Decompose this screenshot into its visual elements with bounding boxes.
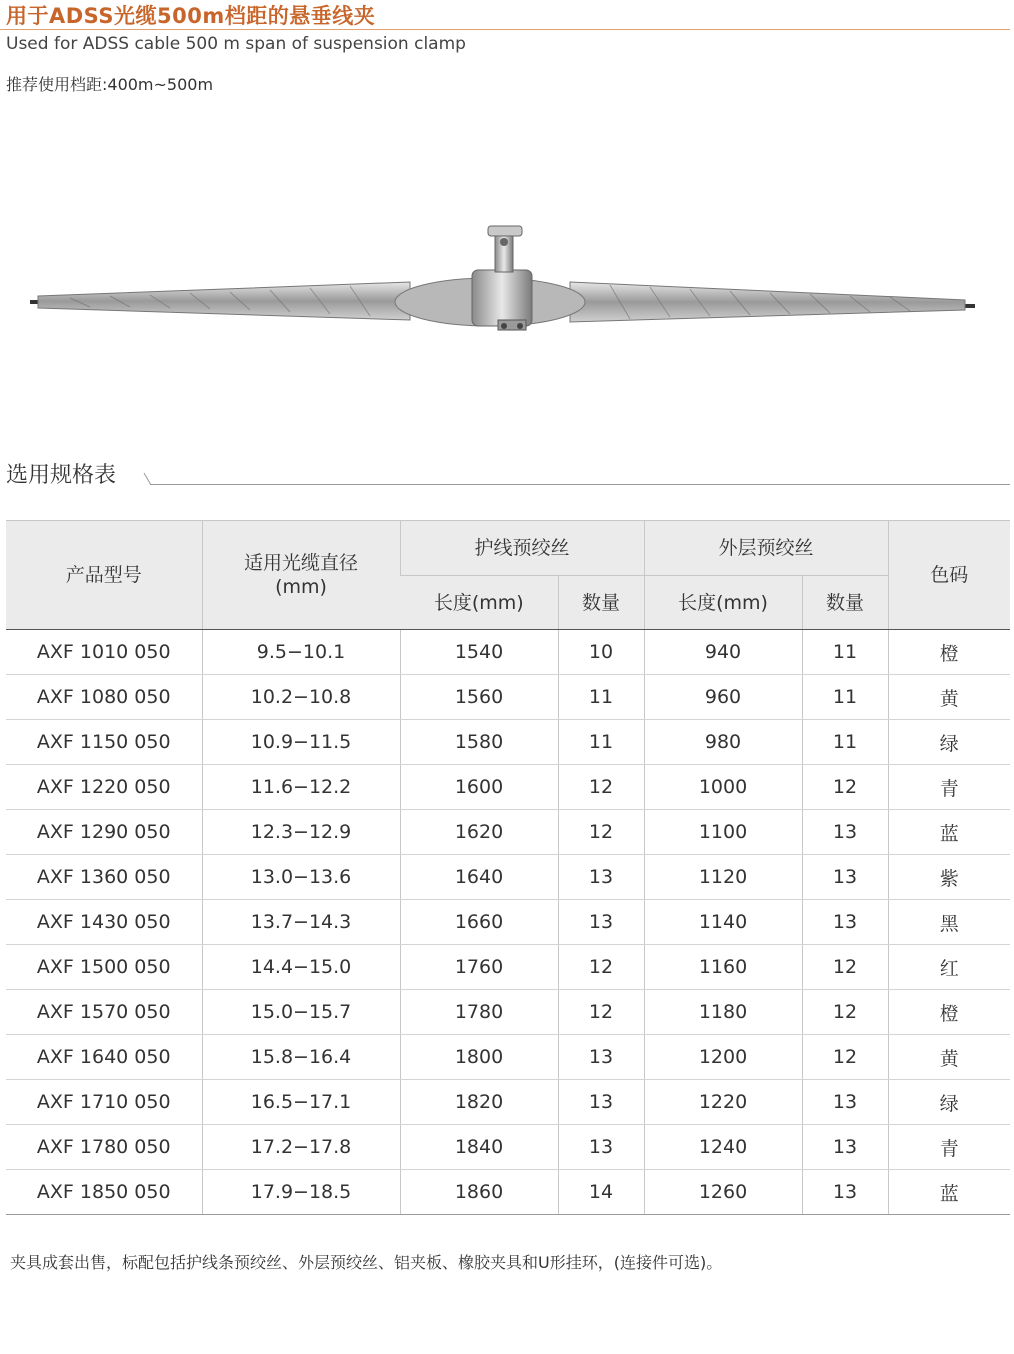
table-row: [6, 630, 1010, 675]
cell-color-code: 蓝: [888, 810, 1010, 855]
cell-outer-length: 1100: [644, 810, 802, 855]
cell-inner-count: 13: [558, 855, 644, 900]
cell-inner-length: 1820: [400, 1080, 558, 1125]
footnote: 夹具成套出售，标配包括护线条预绞丝、外层预绞丝、铝夹板、橡胶夹具和U形挂环，(连接件可选)。: [10, 1253, 723, 1272]
cell-inner-count: 11: [558, 675, 644, 720]
cell-outer-length: 980: [644, 720, 802, 765]
table-row: [6, 1125, 1010, 1170]
cell-diameter: 14.4−15.0: [202, 945, 400, 990]
table-row: [6, 945, 1010, 990]
cell-inner-count: 13: [558, 1125, 644, 1170]
cell-outer-length: 1160: [644, 945, 802, 990]
cell-color-code: 绿: [888, 720, 1010, 765]
cell-model: AXF 1150 050: [6, 720, 202, 765]
table-row: [6, 810, 1010, 855]
cell-diameter: 13.0−13.6: [202, 855, 400, 900]
cell-inner-length: 1620: [400, 810, 558, 855]
cell-inner-count: 13: [558, 1080, 644, 1125]
table-row: [6, 675, 1010, 720]
cell-color-code: 黑: [888, 900, 1010, 945]
header-outer-rod: 外层预绞丝: [644, 521, 888, 576]
cell-diameter: 17.2−17.8: [202, 1125, 400, 1170]
cell-inner-length: 1840: [400, 1125, 558, 1170]
cell-color-code: 紫: [888, 855, 1010, 900]
cell-inner-length: 1640: [400, 855, 558, 900]
cell-color-code: 黄: [888, 675, 1010, 720]
cell-outer-length: 1180: [644, 990, 802, 1035]
page-subtitle-en: Used for ADSS cable 500 m span of suspension clamp: [6, 34, 466, 54]
suspension-clamp-image: [30, 220, 980, 340]
cell-inner-count: 14: [558, 1170, 644, 1215]
cell-model: AXF 1010 050: [6, 630, 202, 675]
cell-diameter: 11.6−12.2: [202, 765, 400, 810]
cell-diameter: 10.2−10.8: [202, 675, 400, 720]
header-inner-rod: 护线预绞丝: [400, 521, 644, 576]
cell-diameter: 15.0−15.7: [202, 990, 400, 1035]
cell-model: AXF 1570 050: [6, 990, 202, 1035]
cell-color-code: 橙: [888, 630, 1010, 675]
header-outer-length: 长度(mm): [644, 576, 802, 630]
cell-diameter: 13.7−14.3: [202, 900, 400, 945]
cell-outer-count: 12: [802, 1035, 888, 1080]
header-outer-count: 数量: [802, 576, 888, 630]
header-color-code: 色码: [888, 521, 1010, 630]
cell-inner-length: 1560: [400, 675, 558, 720]
cell-color-code: 蓝: [888, 1170, 1010, 1215]
table-row: [6, 720, 1010, 765]
header-inner-count: 数量: [558, 576, 644, 630]
cell-model: AXF 1780 050: [6, 1125, 202, 1170]
cell-outer-count: 11: [802, 720, 888, 765]
table-row: [6, 1035, 1010, 1080]
cell-outer-count: 11: [802, 675, 888, 720]
cell-model: AXF 1360 050: [6, 855, 202, 900]
cell-model: AXF 1850 050: [6, 1170, 202, 1215]
cell-outer-count: 13: [802, 1080, 888, 1125]
cell-color-code: 绿: [888, 1080, 1010, 1125]
cell-model: AXF 1220 050: [6, 765, 202, 810]
table-row: [6, 1080, 1010, 1125]
cell-outer-count: 13: [802, 855, 888, 900]
table-row: [6, 900, 1010, 945]
cell-outer-count: 13: [802, 1125, 888, 1170]
cell-inner-length: 1860: [400, 1170, 558, 1215]
cell-outer-length: 940: [644, 630, 802, 675]
cell-inner-length: 1580: [400, 720, 558, 765]
cell-outer-count: 13: [802, 810, 888, 855]
heading-divider: [150, 484, 1010, 485]
header-inner-length: 长度(mm): [400, 576, 558, 630]
cell-outer-count: 13: [802, 1170, 888, 1215]
cell-model: AXF 1430 050: [6, 900, 202, 945]
cell-outer-length: 1120: [644, 855, 802, 900]
cell-diameter: 16.5−17.1: [202, 1080, 400, 1125]
cell-outer-count: 12: [802, 765, 888, 810]
cell-outer-length: 1200: [644, 1035, 802, 1080]
cell-inner-count: 12: [558, 765, 644, 810]
cell-diameter: 10.9−11.5: [202, 720, 400, 765]
cell-inner-count: 10: [558, 630, 644, 675]
cell-diameter: 15.8−16.4: [202, 1035, 400, 1080]
cell-model: AXF 1290 050: [6, 810, 202, 855]
cell-color-code: 黄: [888, 1035, 1010, 1080]
cell-model: AXF 1640 050: [6, 1035, 202, 1080]
cell-inner-count: 12: [558, 810, 644, 855]
cell-inner-length: 1780: [400, 990, 558, 1035]
cell-inner-length: 1600: [400, 765, 558, 810]
table-row: [6, 1170, 1010, 1215]
cell-inner-length: 1800: [400, 1035, 558, 1080]
cell-inner-count: 12: [558, 990, 644, 1035]
cell-outer-length: 1000: [644, 765, 802, 810]
spec-table: [6, 520, 1010, 1215]
cell-inner-length: 1540: [400, 630, 558, 675]
header-diameter: [202, 521, 400, 630]
cell-inner-count: 12: [558, 945, 644, 990]
cell-outer-count: 12: [802, 990, 888, 1035]
header-diameter-line2: (mm): [275, 576, 327, 598]
table-row: [6, 855, 1010, 900]
cell-outer-length: 1220: [644, 1080, 802, 1125]
cell-color-code: 红: [888, 945, 1010, 990]
cell-outer-length: 1260: [644, 1170, 802, 1215]
cell-diameter: 9.5−10.1: [202, 630, 400, 675]
cell-color-code: 橙: [888, 990, 1010, 1035]
recommended-span-note: 推荐使用档距:400m~500m: [6, 75, 214, 94]
cell-diameter: 12.3−12.9: [202, 810, 400, 855]
cell-outer-count: 13: [802, 900, 888, 945]
cell-outer-length: 1140: [644, 900, 802, 945]
page-title: 用于ADSS光缆500m档距的悬垂线夹: [6, 4, 376, 28]
cell-diameter: 17.9−18.5: [202, 1170, 400, 1215]
cell-inner-length: 1660: [400, 900, 558, 945]
spec-table-heading: 选用规格表: [6, 463, 117, 488]
header-model: 产品型号: [6, 521, 202, 630]
cell-inner-count: 13: [558, 900, 644, 945]
table-row: [6, 990, 1010, 1035]
table-row: [6, 765, 1010, 810]
cell-outer-length: 960: [644, 675, 802, 720]
title-divider: [0, 29, 1010, 30]
cell-model: AXF 1500 050: [6, 945, 202, 990]
cell-inner-count: 11: [558, 720, 644, 765]
cell-outer-length: 1240: [644, 1125, 802, 1170]
cell-model: AXF 1710 050: [6, 1080, 202, 1125]
cell-outer-count: 12: [802, 945, 888, 990]
cell-inner-count: 13: [558, 1035, 644, 1080]
cell-model: AXF 1080 050: [6, 675, 202, 720]
cell-inner-length: 1760: [400, 945, 558, 990]
header-diameter-line1: 适用光缆直径: [243, 552, 358, 574]
cell-outer-count: 11: [802, 630, 888, 675]
cell-color-code: 青: [888, 1125, 1010, 1170]
cell-color-code: 青: [888, 765, 1010, 810]
